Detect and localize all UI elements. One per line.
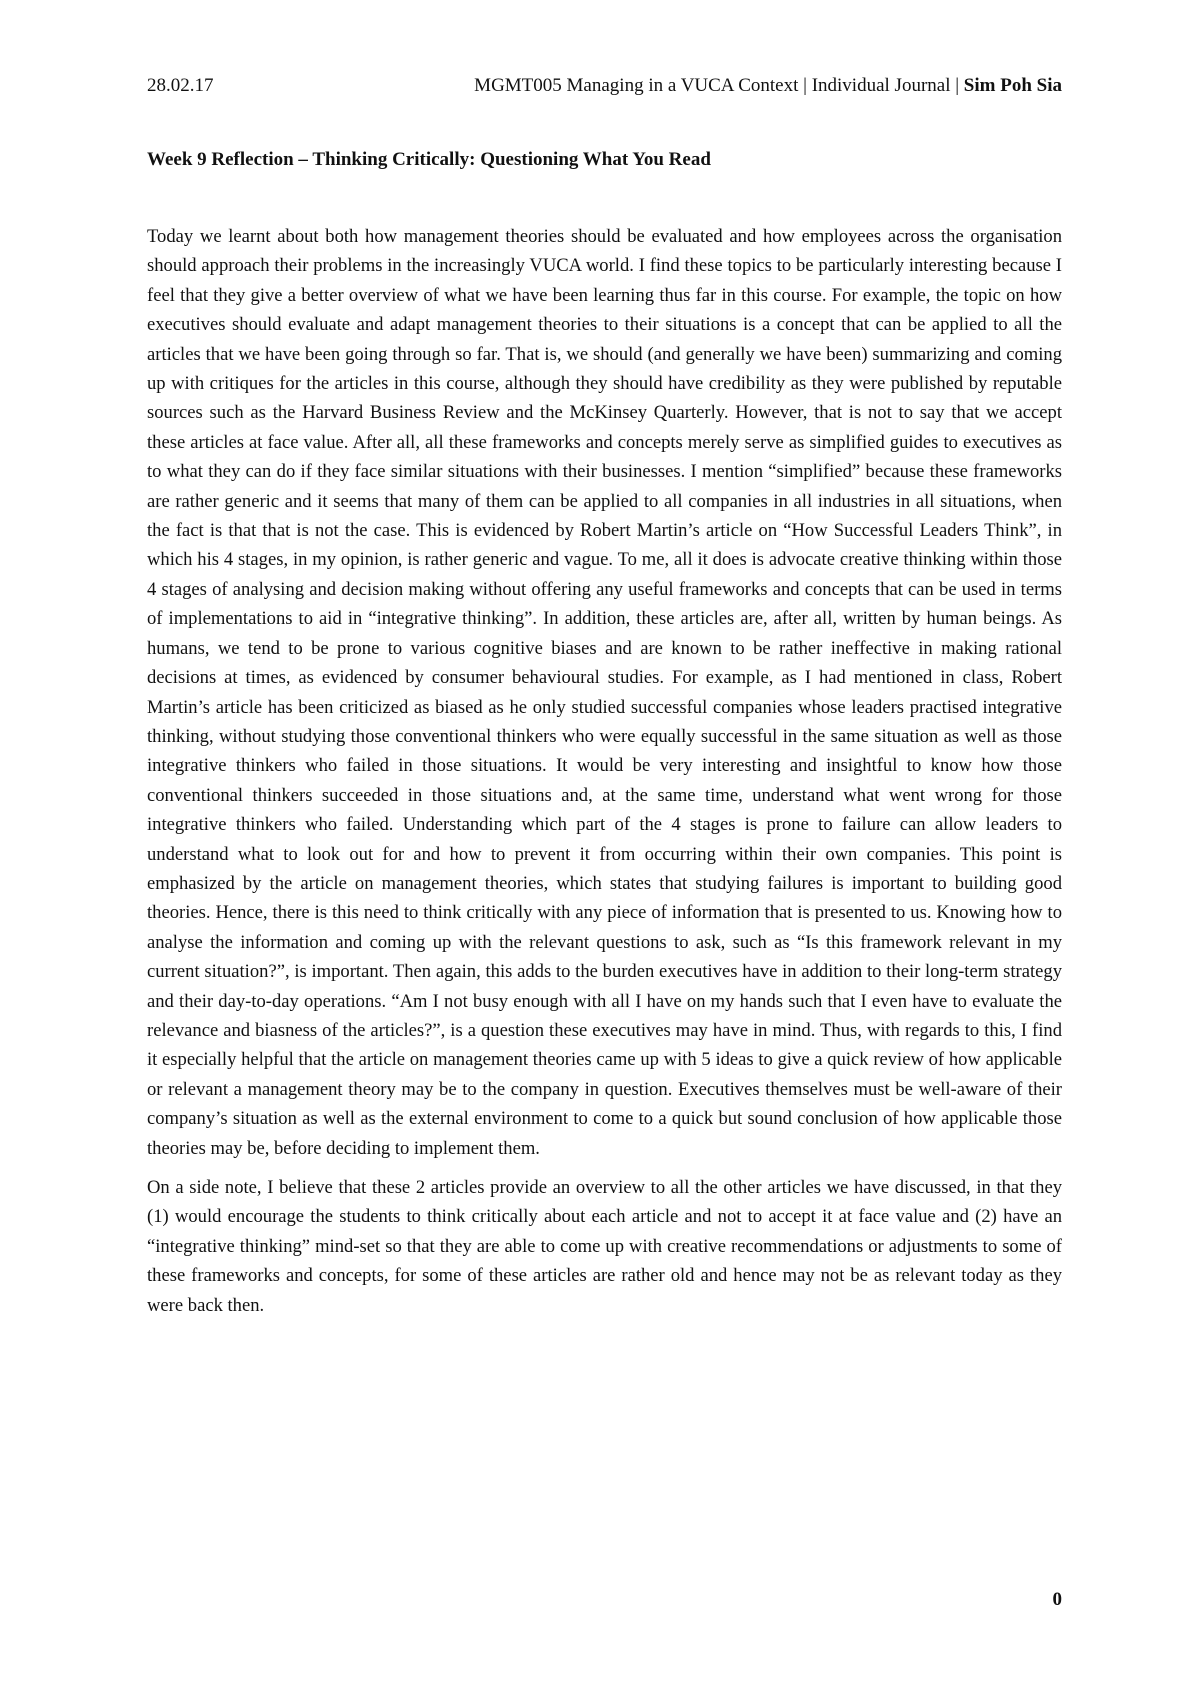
header-course: MGMT005 Managing in a VUCA Context | Individual Journal | bbox=[474, 75, 964, 96]
body-paragraph-1: Today we learnt about both how management theories should be evaluated and how employees across the organisation should approach their problems in the increasingly VUCA world. I find these topics to be particularly interesting because I feel that they give a better overview of what we have been learning thus far in this course. For example, the topic on how executives should evaluate and adapt management theories to their situations is a concept that can be applied to all the articles that we have been going through so far. That is, we should (and generally we have been) summarizing and coming up with critiques for the articles in this course, although they should have credibility as they were published by reputable sources such as the Harvard Business Review and the McKinsey Quarterly. However, that is not to say that we accept these articles at face value. After all, all these frameworks and concepts merely serve as simplified guides to executives as to what they can do if they face similar situations with their businesses. I mention “simplified” because these frameworks are rather generic and it seems that many of them can be applied to all companies in all industries in all situations, when the fact is that that is not the case. This is evidenced by Robert Martin’s article on “How Successful Leaders Think”, in which his 4 stages, in my opinion, is rather generic and vague. To me, all it does is advocate creative thinking within those 4 stages of analysing and decision making without offering any useful frameworks and concepts that can be used in terms of implementations to aid in “integrative thinking”. In addition, these articles are, after all, written by human beings. As humans, we tend to be prone to various cognitive biases and are known to be rather ineffective in making rational decisions at times, as evidenced by consumer behavioural studies. For example, as I had mentioned in class, Robert Martin’s article has been criticized as biased as he only studied successful companies whose leaders practised integrative thinking, without studying those conventional thinkers who were equally successful in the same situation as well as those integrative thinkers who failed in those situations. It would be very interesting and insightful to know how those conventional thinkers succeeded in those situations and, at the same time, understand what went wrong for those integrative thinkers who failed. Understanding which part of the 4 stages is prone to failure can allow leaders to understand what to look out for and how to prevent it from occurring within their own companies. This point is emphasized by the article on management theories, which states that studying failures is important to building good theories. Hence, there is this need to think critically with any piece of information that is presented to us. Knowing how to analyse the information and coming up with the relevant questions to ask, such as “Is this framework relevant in my current situation?”, is important. Then again, this adds to the burden executives have in addition to their long-term strategy and their day-to-day operations. “Am I not busy enough with all I have on my hands such that I even have to evaluate the relevance and biasness of the articles?”, is a question these executives may have in mind. Thus, with regards to this, I find it especially helpful that the article on management theories came up with 5 ideas to give a quick review of how applicable or relevant a management theory may be to the company in question. Executives themselves must be well-aware of their company’s situation as well as the external environment to come to a quick but sound conclusion of how applicable those theories may be, before deciding to implement them. bbox=[147, 226, 1062, 1159]
page-number: 0 bbox=[1052, 1589, 1062, 1610]
header-course-info bbox=[474, 74, 1062, 98]
document-body bbox=[147, 222, 1062, 1330]
body-paragraph-2: On a side note, I believe that these 2 articles provide an overview to all the other articles we have discussed, in that they (1) would encourage the students to think critically about each article and not to accept it at face value and (2) have an “integrative thinking” mind-set so that they are able to come up with creative recommendations or adjustments to some of these frameworks and concepts, for some of these articles are rather old and hence may not be as relevant today as they were back then. bbox=[147, 1177, 1062, 1316]
header-date: 28.02.17 bbox=[147, 75, 214, 96]
document-title: Week 9 Reflection – Thinking Critically: Questioning What You Read bbox=[147, 149, 711, 170]
header-author: Sim Poh Sia bbox=[963, 75, 1062, 96]
